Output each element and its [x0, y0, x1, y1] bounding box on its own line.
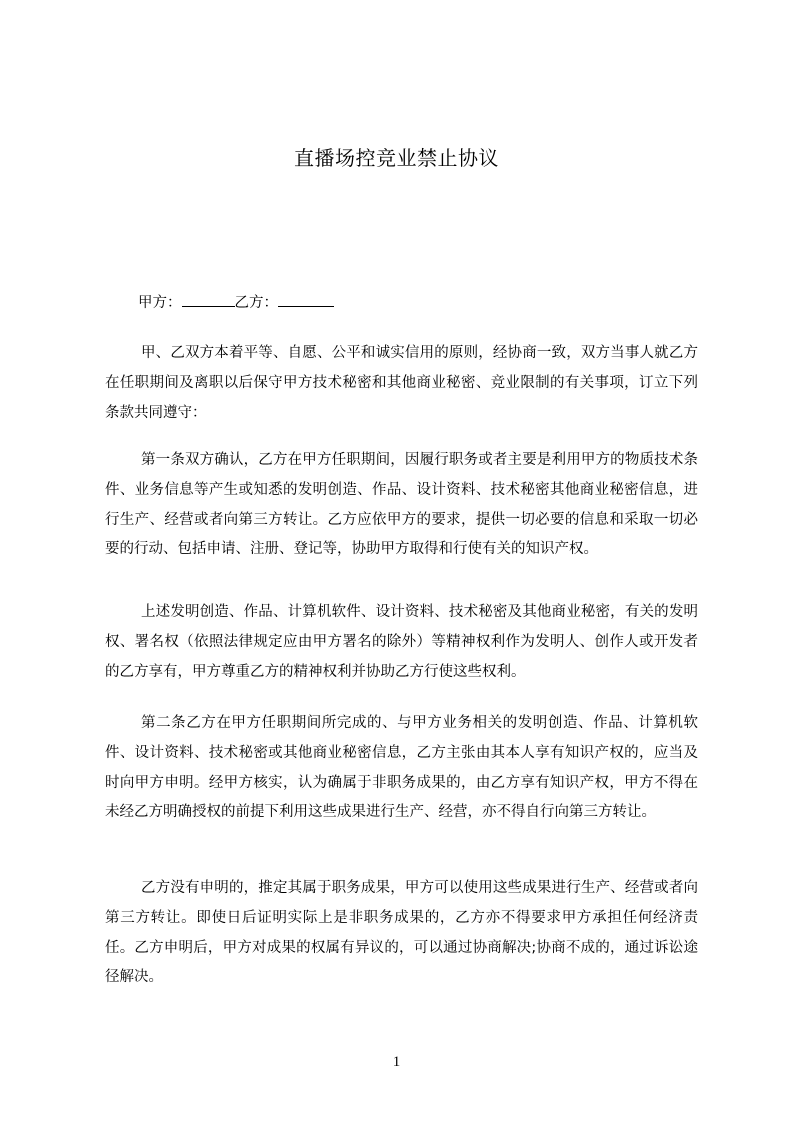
paragraph-article-1: 第一条双方确认，乙方在甲方任职期间，因履行职务或者主要是利用甲方的物质技术条件、业务信息等产生或知悉的发明创造、作品、设计资料、技术秘密其他商业秘密信息，进行生产、经营或者向第三方转让。乙方应依甲方的要求，提供一切必要的信息和采取一切必要的行动、包括申请、注册、登记等，协助甲方取得和行使有关的知识产权。 — [105, 452, 698, 558]
page-number: 1 — [392, 1054, 401, 1070]
party-b-blank — [278, 292, 334, 307]
paragraph-moral-rights: 上述发明创造、作品、计算机软件、设计资料、技术秘密及其他商业秘密，有关的发明权、署名权（依照法律规定应由甲方署名的除外）等精神权利作为发明人、创作人或开发者的乙方享有，甲方尊重乙方的精神权利并协助乙方行使这些权利。 — [105, 604, 698, 680]
paragraph-undeclared-results: 乙方没有申明的，推定其属于职务成果，甲方可以使用这些成果进行生产、经营或者向第三方转让。即使日后证明实际上是非职务成果的，乙方亦不得要求甲方承担任何经济责任。乙方申明后，甲方对成果的权属有异议的，可以通过协商解决;协商不成的，通过诉讼途径解决。 — [105, 880, 698, 986]
party-b-label: 乙方： — [234, 295, 278, 311]
parties-line — [138, 291, 334, 312]
paragraph-preamble: 甲、乙双方本着平等、自愿、公平和诚实信用的原则，经协商一致，双方当事人就乙方在任职期间及离职以后保守甲方技术秘密和其他商业秘密、竞业限制的有关事项，订立下列条款共同遵守： — [105, 345, 698, 421]
party-a-blank — [182, 292, 235, 307]
party-a-label: 甲方： — [138, 295, 182, 311]
paragraph-article-2: 第二条乙方在甲方任职期间所完成的、与甲方业务相关的发明创造、作品、计算机软件、设计资料、技术秘密或其他商业秘密信息，乙方主张由其本人享有知识产权的，应当及时向甲方申明。经甲方核实，认为确属于非职务成果的，由乙方享有知识产权，甲方不得在未经乙方明确授权的前提下利用这些成果进行生产、经营，亦不得自行向第三方转让。 — [105, 715, 698, 821]
document-title: 直播场控竞业禁止协议 — [294, 146, 499, 170]
